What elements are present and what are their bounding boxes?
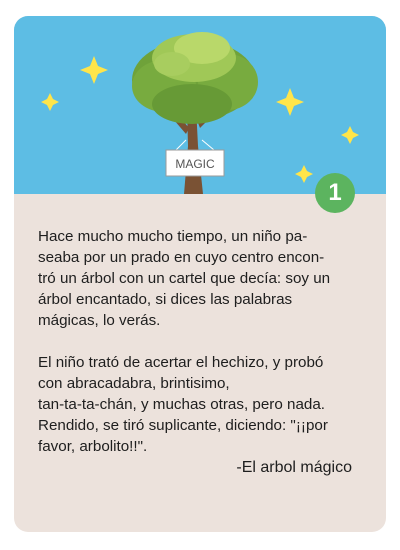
tree-illustration <box>14 16 386 194</box>
star-icon <box>41 93 59 111</box>
story-text <box>38 226 368 478</box>
star-icon <box>295 165 313 183</box>
story-paragraph: El niño trató de acertar el hechizo, y probó con abracadabra, brintisimo, tan-ta-ta-chán, y muchas otras, pero nada. Rendido, se tiró suplicante, diciendo: "¡¡por favor, arbolito!!". <box>38 354 328 455</box>
story-signature: -El arbol mágico <box>236 459 352 476</box>
star-icon <box>341 126 359 144</box>
card-number-badge: 1 <box>315 173 355 213</box>
sign-text: MAGIC <box>175 157 215 171</box>
star-icon <box>80 56 108 84</box>
story-card <box>14 16 386 532</box>
story-paragraph: Hace mucho mucho tiempo, un niño pa- seaba por un prado en cuyo centro encon- tró un árbol con un cartel que decía: soy un árbol encantado, si dices las palabras mágicas, lo verás. <box>38 228 331 329</box>
star-icon <box>276 88 304 116</box>
